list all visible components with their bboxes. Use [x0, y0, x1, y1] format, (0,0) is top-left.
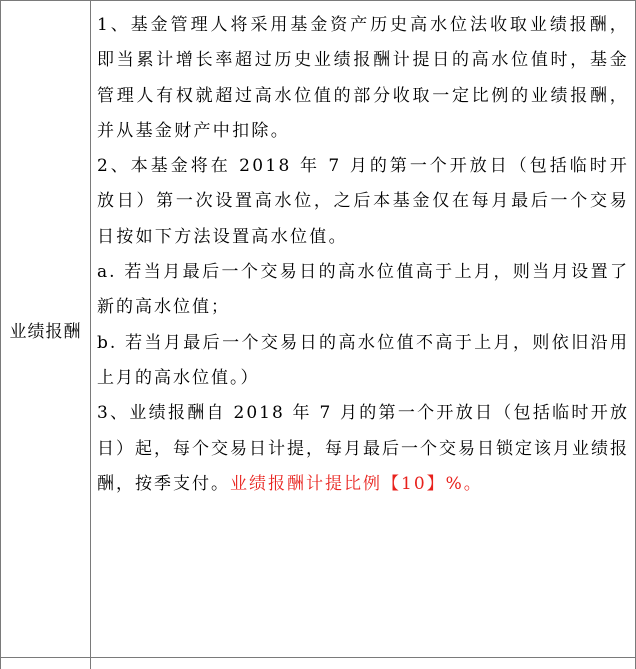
paragraph-2: 2、本基金将在 2018 年 7 月的第一个开放日（包括临时开放日）第一次设置高水位，之后本基金仅在每月最后一个交易日按如下方法设置高水位值。 [97, 156, 629, 247]
next-row-divider [90, 657, 91, 669]
paragraph-3: a. 若当月最后一个交易日的高水位值高于上月，则当月设置了新的高水位值； [97, 262, 629, 318]
row-label-cell [1, 1, 91, 658]
paragraph-5 [97, 396, 629, 502]
paragraph-1: 1、基金管理人将采用基金资产历史高水位法收取业绩报酬，即当累计增长率超过历史业绩报酬计提日的高水位值时，基金管理人有权就超过高水位值的部分收取一定比例的业绩报酬，并从基金财产中扣除。 [97, 15, 629, 141]
paragraph-5-text: 3、业绩报酬自 2018 年 7 月的第一个开放日（包括临时开放日）起，每个交易日计提，每月最后一个交易日锁定该月业绩报酬，按季支付。 [97, 403, 629, 494]
table-bottom-border [0, 657, 636, 658]
performance-fee-ratio-highlight: 业绩报酬计提比例【10】%。 [230, 473, 483, 494]
row-label: 业绩报酬 [9, 322, 82, 342]
paragraph-4: b. 若当月最后一个交易日的高水位值不高于上月，则依旧沿用上月的高水位值。） [97, 332, 629, 388]
content-cell [97, 1, 629, 658]
